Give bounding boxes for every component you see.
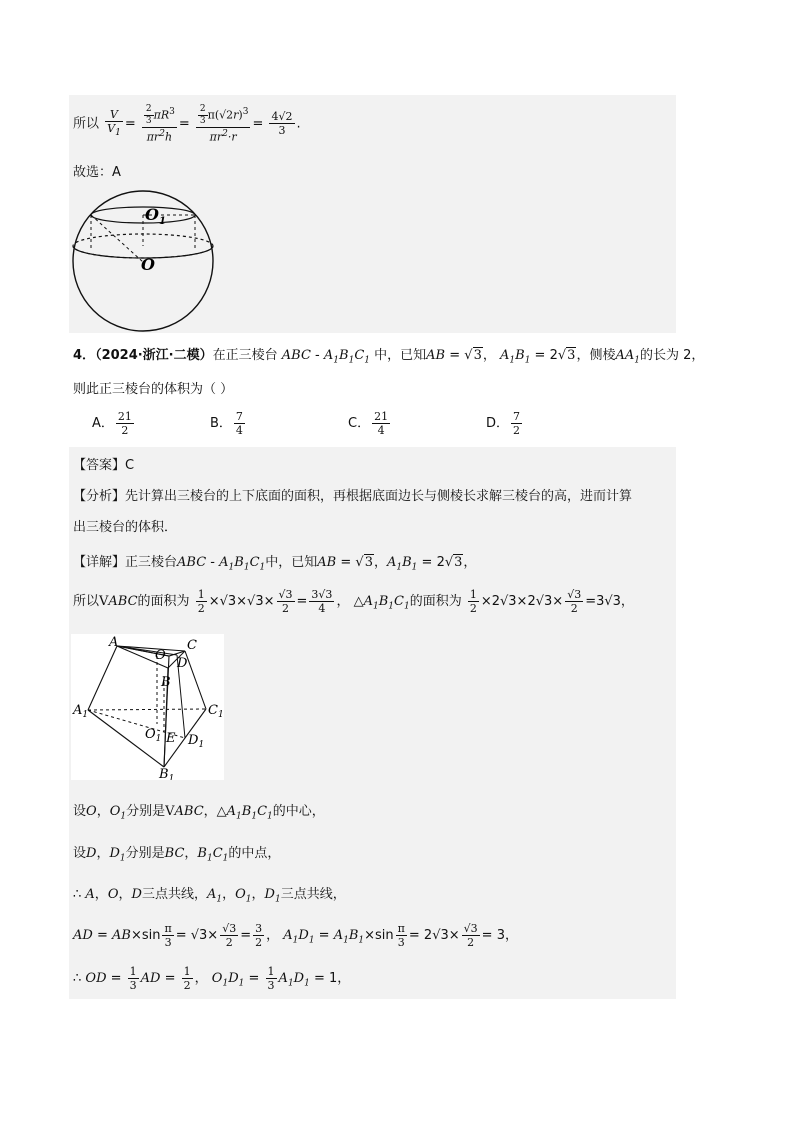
- option-c[interactable]: C． $\frac{21}{4}$: [348, 410, 389, 437]
- choice-line: 故选：A: [73, 165, 121, 180]
- label-O: O: [155, 648, 166, 663]
- label-B1: $B_1$: [159, 767, 175, 780]
- detail-midpoints-line: 设D，$D_1$分别是BC，$B_1C_1$的中点，: [73, 846, 281, 864]
- label-B: B: [161, 675, 171, 690]
- detail-od-line: ∴ OD = $\frac{1}{3}$ AD = $\frac{1}{2}$ ， $O_1D_1$ = $\frac{1}{3}$ $A_1D_1 = 1$，: [73, 965, 351, 992]
- analysis-line-2: 出三棱台的体积．: [73, 520, 178, 535]
- detail-centers-line: 设O，$O_1$分别是VABC，$\triangle A_1B_1C_1$的中心，: [73, 804, 325, 822]
- sphere-figure: [71, 190, 217, 332]
- option-a[interactable]: A． $\frac{21}{2}$: [92, 410, 132, 437]
- label-O1: $O_1$: [145, 727, 162, 744]
- detail-lengths-line: AD = AB×sin $\frac{\pi}{3}$ = √3× $\frac{√3}{2}$ = $\frac{3}{2}$ ， $A_1D_1 = A_1B_1\times\sin$ $\frac{\pi}{3}$ = 2√3× $\frac{√3}{2}$ = 3，: [73, 922, 518, 949]
- label-E: E: [166, 731, 176, 746]
- label-O: O: [141, 255, 155, 274]
- label-A1: $A_1$: [73, 703, 89, 720]
- option-b[interactable]: B． $\frac{7}{4}$: [210, 410, 243, 437]
- question-line-2: 则此正三棱台的体积为（ ）: [73, 382, 234, 397]
- ratio-line: 所以 $\frac{V}{V_1}$ = $\frac{2}{3}$ $\pi R^3$ $\pi r^2h$ = $\frac{2}{3}$ $\pi(√2r)^3$ $\pi r^2\cdot r$ = $\frac{4√2}{3}$ .: [73, 104, 301, 144]
- detail-area-line: 所以VABC的面积为 $\frac{1}{2}$ ×√3×√3× $\frac{√3}{2}$ = $\frac{3√3}{4}$ ， $\triangle A_1B_1C_1$的面积为 $\frac{1}{2}$ ×2√3×2√3× $\frac{√3}{2}$ =3√3，: [73, 588, 634, 615]
- detail-collinear-line: ∴ A，O，D三点共线，$A_1$，$O_1$，$D_1$三点共线，: [73, 887, 346, 905]
- detail-line-1: 【详解】正三棱台ABC - $A_1B_1C_1$中，已知AB = √3，$A_1B_1 = 2√3$，: [73, 555, 477, 573]
- label-D: D: [177, 656, 188, 671]
- question-line-1: 4．（2024·浙江·二模）在正三棱台 ABC - $A_1B_1C_1$ 中，已知AB = √3， $A_1B_1 = 2√3$，侧棱$AA_1$的长为 2，: [73, 348, 705, 366]
- label-C1: $C_1$: [208, 703, 224, 720]
- label-C: C: [187, 638, 197, 653]
- option-d[interactable]: D． $\frac{7}{2}$: [486, 410, 521, 437]
- answer-line: 【答案】C: [73, 458, 135, 473]
- label-A: A: [109, 635, 119, 650]
- analysis-line-1: 【分析】先计算出三棱台的上下底面的面积，再根据底面边长与侧棱长求解三棱台的高，进而计算: [73, 489, 633, 504]
- label-D1: $D_1$: [188, 733, 205, 750]
- frustum-figure: [71, 634, 224, 780]
- label-O1: $O_1$: [145, 205, 166, 227]
